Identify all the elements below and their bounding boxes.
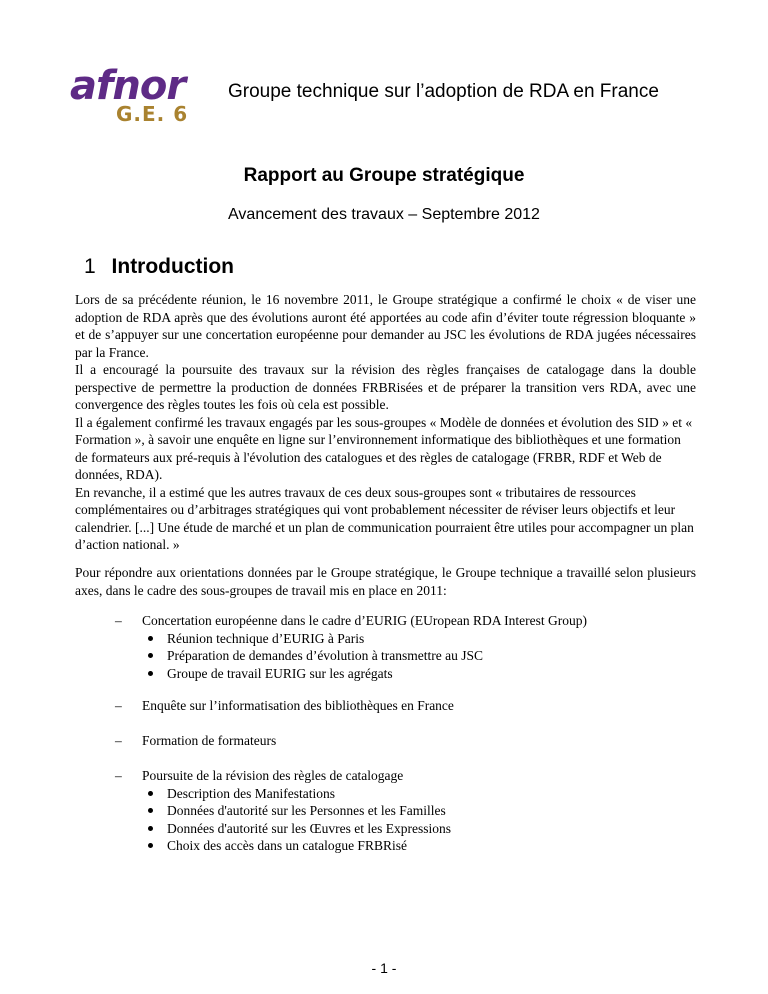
intro-paragraph: Lors de sa précédente réunion, le 16 novembre 2011, le Groupe stratégique a confirmé le choix « de viser une adoption de RDA après que des évolutions auront été apportées au code afin d’éviter toute régression bloquante » et de s’appuyer sur une concertation européenne pour demander au JSC les évolutions de RDA jugées nécessaires par la France. [75,292,696,360]
section-number: 1 [84,255,96,278]
intro-paragraph: Il a encouragé la poursuite des travaux sur la révision des règles françaises de catalogage dans la double perspective de permettre la production de données FRBRisées et de préparer la transition vers RDA, avec une convergence des règles toutes les fois où cela est possible. [75,362,696,412]
axis-list-item [115,612,695,682]
bullet-icon [148,791,153,796]
bullet-icon [148,843,153,848]
axis-list-item [115,732,695,750]
sub-bullet-item: Réunion technique d’EURIG à Paris [142,630,695,648]
sub-bullet-item: Données d'autorité sur les Œuvres et les Expressions [142,820,695,838]
report-subtitle: Avancement des travaux – Septembre 2012 [228,206,540,223]
dash-marker: – [115,768,122,783]
section-title: Introduction [111,255,235,278]
axis-label: Poursuite de la révision des règles de catalogage [142,768,404,783]
axes-intro: Pour répondre aux orientations données par le Groupe stratégique, le Groupe technique a travaillé selon plusieurs axes, dans le cadre des sous-groupes de travail mis en place en 2011: [75,565,696,598]
header-title: Groupe technique sur l’adoption de RDA en France [228,81,659,102]
dash-marker: – [115,613,122,628]
sub-bullet-item: Préparation de demandes d’évolution à transmettre au JSC [142,647,695,665]
afnor-logo [70,63,200,132]
axis-label: Enquête sur l’informatisation des bibliothèques en France [142,698,454,713]
page-number: - 1 - [371,960,397,976]
sub-bullet-list [142,630,695,683]
bullet-icon [148,671,153,676]
bullet-icon [148,653,153,658]
dash-marker: – [115,698,122,713]
section-heading [84,254,234,280]
logo-wordmark: afnor [70,63,186,109]
logo-group-code: G.E. 6 [116,102,189,126]
axis-list-item [115,697,695,715]
bullet-icon [148,826,153,831]
axis-label: Formation de formateurs [142,733,277,748]
intro-paragraph: Il a également confirmé les travaux engagés par les sous-groupes « Modèle de données et évolution des SID » et « Formation », à savoir une enquête en ligne sur l’environnement informatique des bibliothèques et une formation de formateurs aux pré-requis à l'évolution des catalogues et des règles de catalogage (FRBR, RDF et Web de données, RDA). [75,414,693,482]
report-title: Rapport au Groupe stratégique [243,165,525,186]
sub-bullet-item: Choix des accès dans un catalogue FRBRisé [142,837,695,855]
sub-bullet-list [142,785,695,855]
intro-body [75,291,696,554]
bullet-icon [148,808,153,813]
sub-bullet-item: Groupe de travail EURIG sur les agrégats [142,665,695,683]
dash-marker: – [115,733,122,748]
axis-label: Concertation européenne dans le cadre d’EURIG (EUropean RDA Interest Group) [142,613,587,628]
axis-list-item [115,767,695,855]
bullet-icon [148,636,153,641]
intro-paragraph: En revanche, il a estimé que les autres travaux de ces deux sous-groupes sont « tributaires de ressources complémentaires ou d’arbitrages stratégiques qui vont probablement nécessiter de réviser leurs objectifs et leur calendrier. [...] Une étude de marché et un plan de communication pourraient être utiles pour accompagner un plan d’action national. » [75,484,694,552]
sub-bullet-item: Description des Manifestations [142,785,695,803]
sub-bullet-item: Données d'autorité sur les Personnes et les Familles [142,802,695,820]
